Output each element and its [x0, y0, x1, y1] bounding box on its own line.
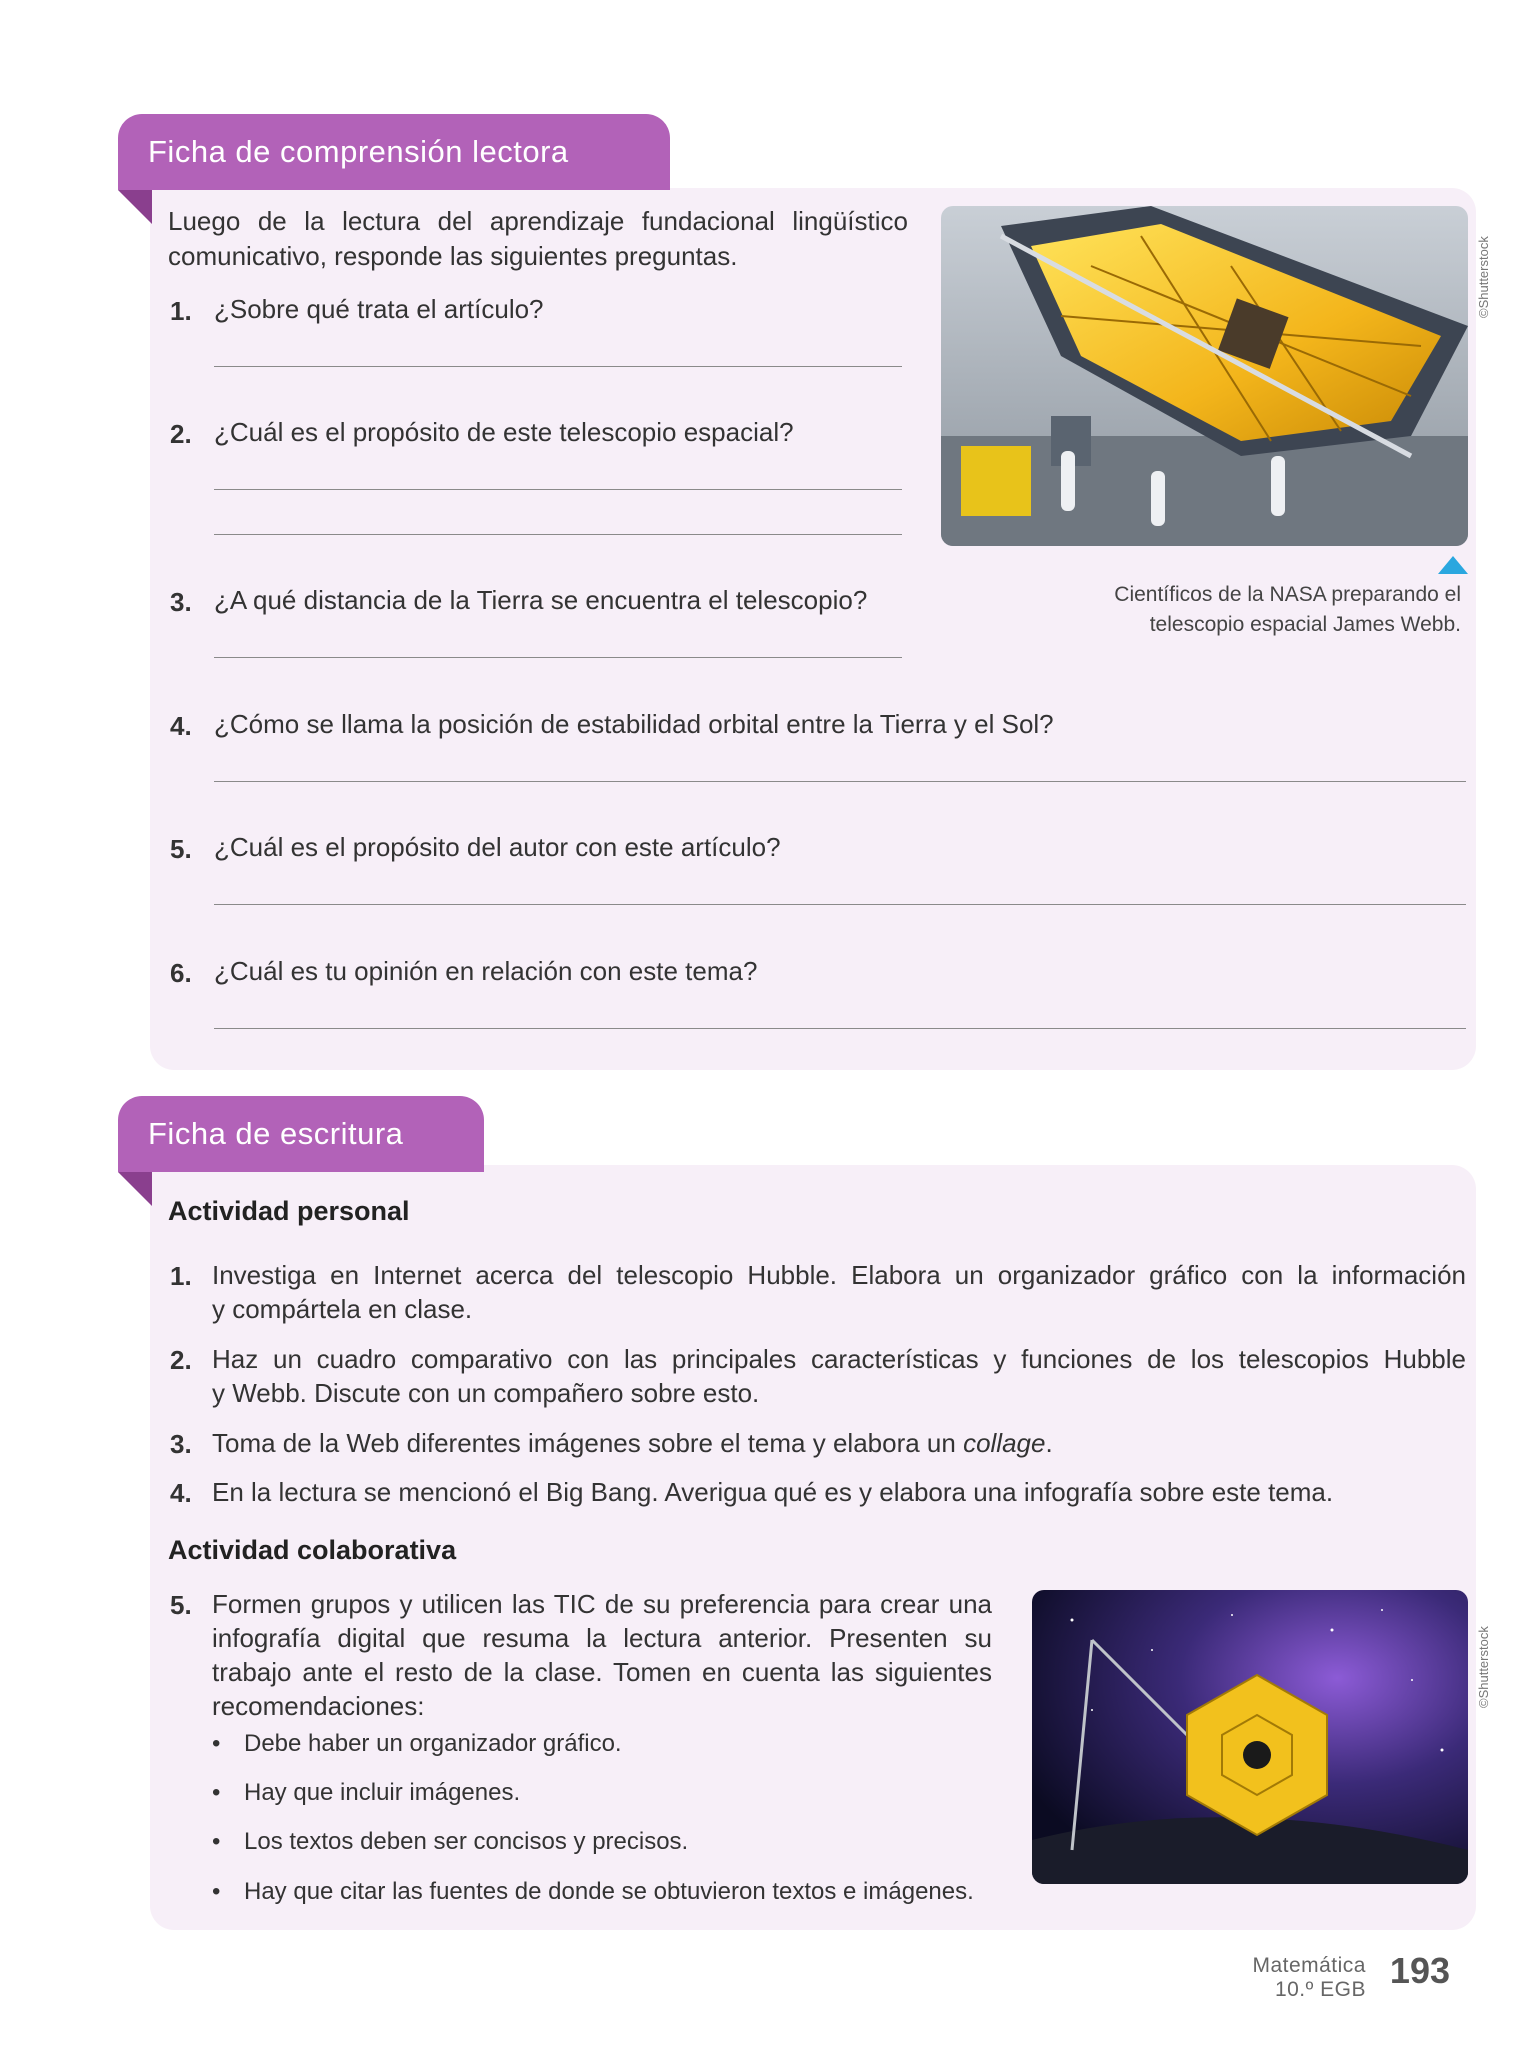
- question-text: ¿A qué distancia de la Tierra se encuentra el telescopio?: [214, 585, 868, 615]
- question-number: 3.: [170, 587, 192, 617]
- tab-fold: [118, 190, 152, 224]
- answer-line[interactable]: [214, 1028, 1466, 1029]
- question-text: ¿Cómo se llama la posición de estabilidad orbital entre la Tierra y el Sol?: [214, 709, 1054, 739]
- triangle-marker-icon: [1438, 556, 1468, 574]
- page-number: 193: [1389, 1950, 1450, 1991]
- answer-line[interactable]: [214, 489, 902, 490]
- answer-line[interactable]: [214, 904, 1466, 905]
- item-number: 4.: [170, 1478, 192, 1508]
- answer-line[interactable]: [214, 657, 902, 658]
- activity-item: Toma de la Web diferentes imágenes sobre el tema y elabora un collage.: [212, 1428, 1053, 1458]
- activity-item: Investiga en Internet acerca del telescopio Hubble. Elabora un organizador gráfico con la información y compártela en clase.: [212, 1260, 1466, 1324]
- question-number: 1.: [170, 296, 192, 326]
- personal-activity-heading: Actividad personal: [168, 1196, 410, 1226]
- item-number: 1.: [170, 1261, 192, 1291]
- recommendation-bullet: • Hay que incluir imágenes.: [212, 1779, 520, 1807]
- reading-intro: Luego de la lectura del aprendizaje fundacional lingüístico comunicativo, responde las siguientes preguntas.: [168, 206, 908, 271]
- photo-caption: Científicos de la NASA preparando el telescopio espacial James Webb.: [1114, 583, 1461, 636]
- question-number: 6.: [170, 958, 192, 988]
- recommendation-bullet: • Hay que citar las fuentes de donde se obtuvieron textos e imágenes.: [212, 1878, 974, 1906]
- footer-subject: Matemática: [1252, 1954, 1366, 1977]
- question-number: 4.: [170, 711, 192, 741]
- photo-credit: ©Shutterstock: [1476, 1626, 1491, 1708]
- recommendation-bullet: • Los textos deben ser concisos y precisos.: [212, 1828, 688, 1856]
- question-text: ¿Cuál es tu opinión en relación con este tema?: [214, 956, 758, 986]
- item-number: 3.: [170, 1429, 192, 1459]
- answer-line[interactable]: [214, 781, 1466, 782]
- question-text: ¿Cuál es el propósito de este telescopio espacial?: [214, 417, 794, 447]
- james-webb-space-photo: [1032, 1590, 1468, 1884]
- item-number: 5.: [170, 1590, 192, 1620]
- recommendation-bullet: • Debe haber un organizador gráfico.: [212, 1730, 622, 1758]
- activity-item: En la lectura se mencionó el Big Bang. Averigua qué es y elabora una infografía sobre este tema.: [212, 1477, 1334, 1507]
- james-webb-lab-photo: [941, 206, 1468, 546]
- writing-section-tab: Ficha de escritura: [118, 1096, 484, 1172]
- question-text: ¿Sobre qué trata el artículo?: [214, 294, 544, 324]
- photo-credit: ©Shutterstock: [1476, 236, 1491, 318]
- activity-item: Haz un cuadro comparativo con las principales características y funciones de los telescopios Hubble y Webb. Discute con un compañero sobre esto.: [212, 1344, 1466, 1408]
- question-number: 2.: [170, 419, 192, 449]
- question-number: 5.: [170, 834, 192, 864]
- item-number: 2.: [170, 1345, 192, 1375]
- question-text: ¿Cuál es el propósito del autor con este artículo?: [214, 832, 781, 862]
- reading-section-tab: Ficha de comprensión lectora: [118, 114, 670, 190]
- answer-line[interactable]: [214, 366, 902, 367]
- activity-item: Formen grupos y utilicen las TIC de su preferencia para crear una infografía digital que resuma la lectura anterior. Presenten su trabajo ante el resto de la clase. Tomen en cuenta las siguientes recomendaciones:: [212, 1589, 992, 1721]
- tab-fold: [118, 1172, 152, 1206]
- answer-line[interactable]: [214, 534, 902, 535]
- collaborative-activity-heading: Actividad colaborativa: [168, 1535, 457, 1565]
- footer-grade: 10.º EGB: [1274, 1978, 1366, 2001]
